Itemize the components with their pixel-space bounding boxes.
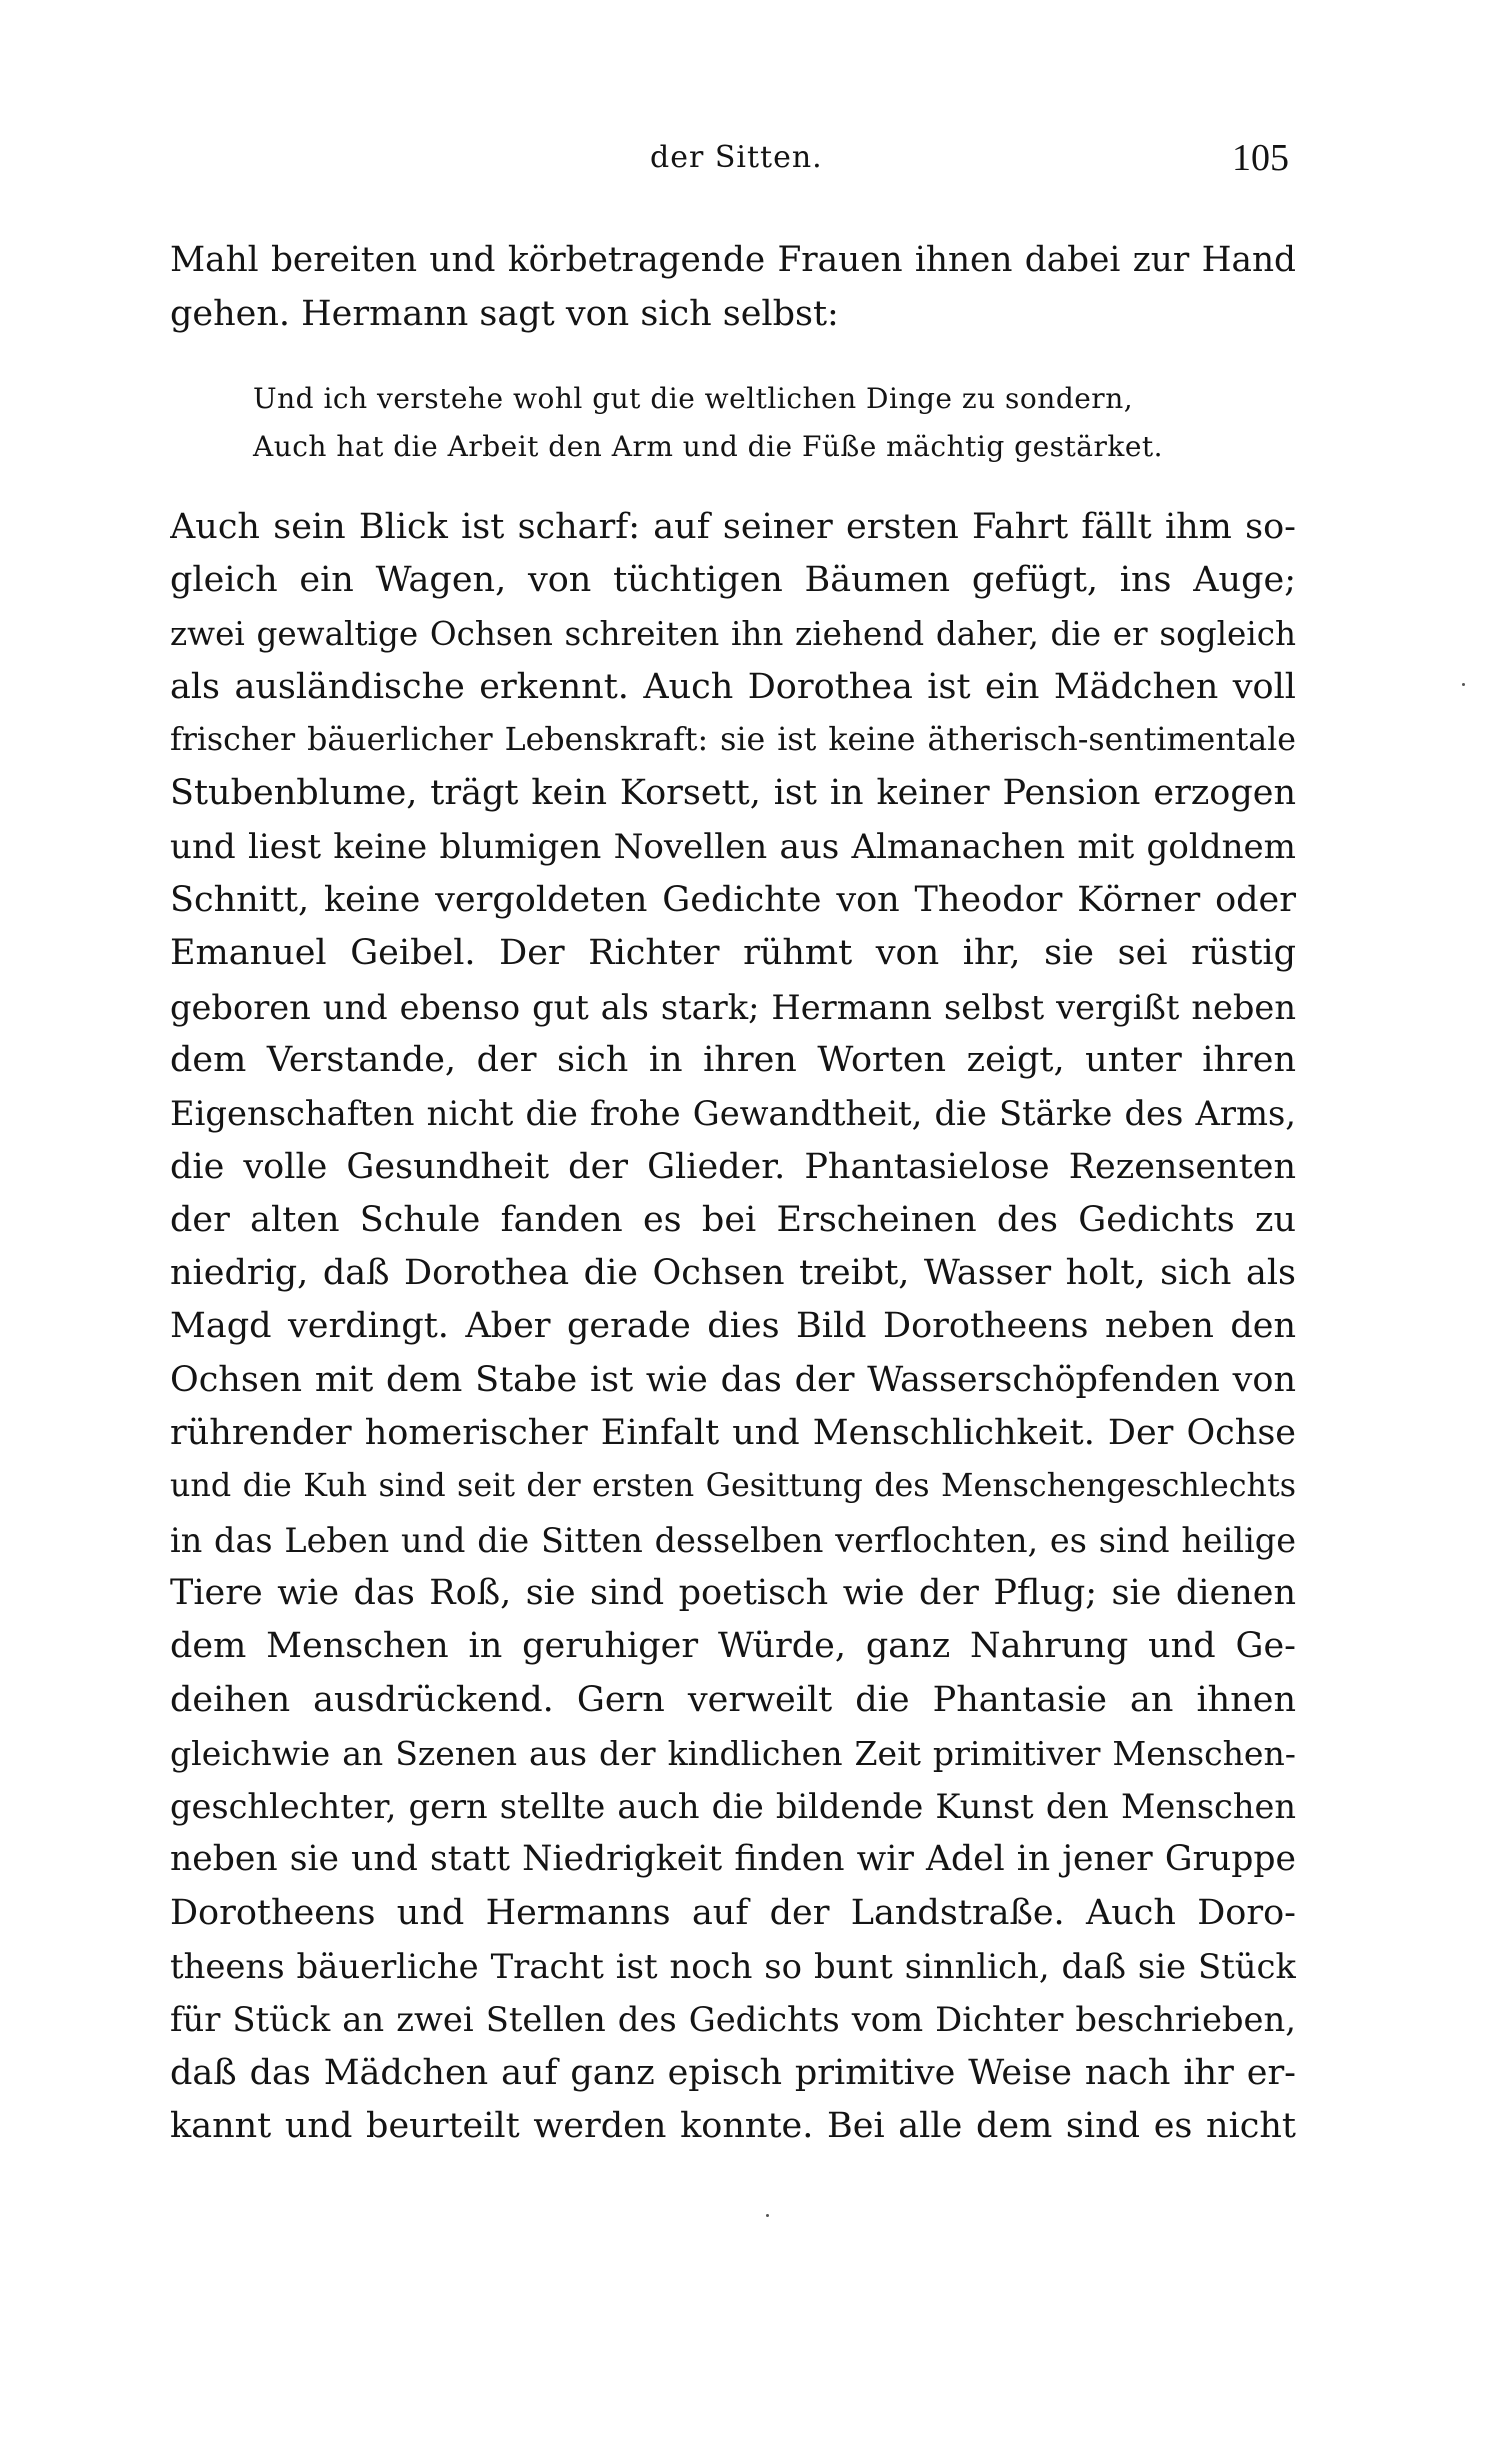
opening-paragraph xyxy=(170,233,1296,341)
text-line: die volle Gesundheit der Glieder. Phantasielose Rezensenten xyxy=(170,1146,1296,1187)
text-line: Emanuel Geibel. Der Richter rühmt von ihr, sie sei rüstig xyxy=(170,933,1296,974)
text-line: daß das Mädchen auf ganz episch primitive Weise nach ihr er- xyxy=(170,2052,1296,2093)
page-number: 105 xyxy=(1232,137,1289,179)
text-line: gleichwie an Szenen aus der kindlichen Zeit primitiver Menschen- xyxy=(170,1733,1296,1773)
running-head: der Sitten. xyxy=(650,140,823,175)
ink-speck xyxy=(766,2214,769,2217)
text-line: deihen ausdrückend. Gern verweilt die Phantasie an ihnen xyxy=(170,1679,1296,1720)
text-line: Magd verdingt. Aber gerade dies Bild Dorotheens neben den xyxy=(170,1306,1296,1347)
verse-line: Und ich verstehe wohl gut die weltlichen Dinge zu sondern, xyxy=(253,382,1134,415)
text-line: als ausländische erkennt. Auch Dorothea ist ein Mädchen voll xyxy=(170,666,1296,707)
text-line: niedrig, daß Dorothea die Ochsen treibt, Wasser holt, sich als xyxy=(170,1253,1296,1294)
text-line: neben sie und statt Niedrigkeit finden wir Adel in jener Gruppe xyxy=(170,1839,1296,1880)
text-line: Schnitt, keine vergoldeten Gedichte von Theodor Körner oder xyxy=(170,880,1296,921)
text-line: Mahl bereiten und körbetragende Frauen ihnen dabei zur Hand xyxy=(170,240,1296,280)
text-line: Eigenschaften nicht die frohe Gewandtheit, die Stärke des Arms, xyxy=(170,1094,1296,1134)
text-line: gleich ein Wagen, von tüchtigen Bäumen gefügt, ins Auge; xyxy=(170,560,1296,601)
verse-quotation xyxy=(253,375,1203,471)
text-line: in das Leben und die Sitten desselben verflochten, es sind heilige xyxy=(170,1520,1296,1560)
verse-line: Auch hat die Arbeit den Arm und die Füße mächtig gestärket. xyxy=(253,430,1164,463)
text-line: frischer bäuerlicher Lebenskraft: sie ist keine ätherisch-sentimentale xyxy=(170,722,1296,759)
text-line: Tiere wie das Roß, sie sind poetisch wie der Pflug; sie dienen xyxy=(170,1572,1296,1613)
text-line: Stubenblume, trägt kein Korsett, ist in keiner Pension erzogen xyxy=(170,773,1296,814)
text-line: Ochsen mit dem Stabe ist wie das der Wasserschöpfenden von xyxy=(170,1359,1296,1400)
ink-speck xyxy=(1462,683,1465,686)
text-line: Dorotheens und Hermanns auf der Landstraße. Auch Doro- xyxy=(170,1892,1296,1933)
text-line: geschlechter, gern stellte auch die bildende Kunst den Menschen xyxy=(170,1787,1296,1827)
main-paragraph xyxy=(170,501,1296,2153)
text-line: und die Kuh sind seit der ersten Gesittung des Menschengeschlechts xyxy=(170,1468,1296,1505)
text-line: der alten Schule fanden es bei Erscheinen des Gedichts zu xyxy=(170,1199,1296,1240)
text-line: und liest keine blumigen Novellen aus Almanachen mit goldnem xyxy=(170,826,1296,867)
text-line: Auch sein Blick ist scharf: auf seiner ersten Fahrt fällt ihm so- xyxy=(170,507,1296,547)
text-line: rührender homerischer Einfalt und Menschlichkeit. Der Ochse xyxy=(170,1413,1296,1454)
text-line: theens bäuerliche Tracht ist noch so bunt sinnlich, daß sie Stück xyxy=(170,1947,1296,1987)
text-line: gehen. Hermann sagt von sich selbst: xyxy=(170,294,839,334)
text-line: für Stück an zwei Stellen des Gedichts vom Dichter beschrieben, xyxy=(170,2000,1296,2040)
text-line: dem Menschen in geruhiger Würde, ganz Nahrung und Ge- xyxy=(170,1626,1296,1667)
text-line: dem Verstande, der sich in ihren Worten zeigt, unter ihren xyxy=(170,1039,1296,1080)
text-line: geboren und ebenso gut als stark; Hermann selbst vergißt neben xyxy=(170,987,1296,1027)
text-line: zwei gewaltige Ochsen schreiten ihn ziehend daher, die er sogleich xyxy=(170,614,1296,653)
text-line: kannt und beurteilt werden konnte. Bei alle dem sind es nicht xyxy=(170,2105,1296,2146)
